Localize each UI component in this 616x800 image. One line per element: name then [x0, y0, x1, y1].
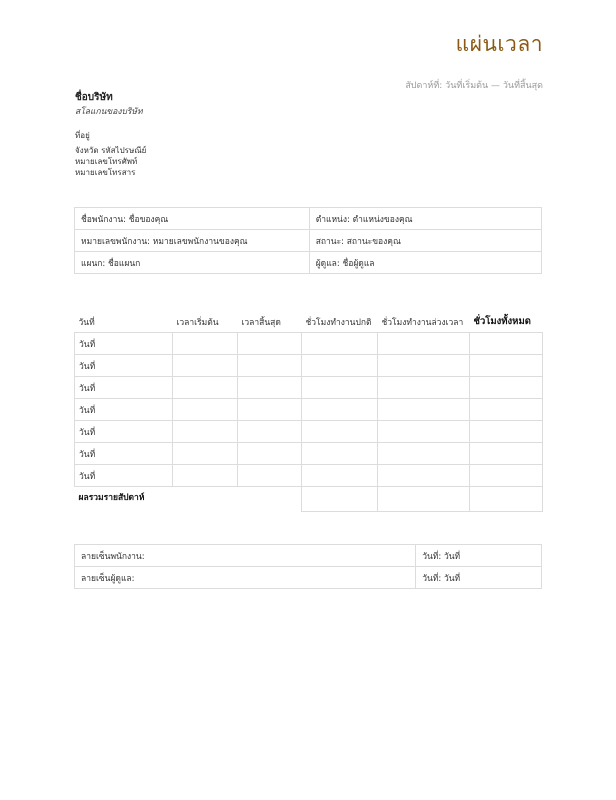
supervisor-signature-field[interactable]: ลายเซ็นผู้ดูแล:	[75, 567, 416, 589]
day-date-cell[interactable]: วันที่	[75, 421, 173, 443]
end-time-cell[interactable]	[238, 443, 302, 465]
fax-line: หมายเลขโทรสาร	[75, 168, 136, 177]
table-row	[75, 465, 543, 487]
start-time-cell[interactable]	[173, 399, 238, 421]
table-row	[75, 443, 543, 465]
total-hours-cell[interactable]	[470, 355, 543, 377]
table-row	[75, 333, 543, 355]
department-field[interactable]: แผนก: ชื่อแผนก	[75, 252, 310, 274]
regular-hours-cell[interactable]	[302, 399, 378, 421]
regular-hours-cell[interactable]	[302, 465, 378, 487]
supervisor-field[interactable]: ผู้ดูแล: ชื่อผู้ดูแล	[309, 252, 541, 274]
regular-hours-cell[interactable]	[302, 355, 378, 377]
start-time-cell[interactable]	[173, 355, 238, 377]
hours-header-row	[75, 311, 543, 333]
regular-hours-cell[interactable]	[302, 377, 378, 399]
signature-table	[74, 544, 542, 589]
total-hours-cell[interactable]	[470, 333, 543, 355]
start-time-cell[interactable]	[173, 377, 238, 399]
overtime-hours-cell[interactable]	[378, 333, 470, 355]
regular-hours-cell[interactable]	[302, 421, 378, 443]
table-row	[75, 208, 542, 230]
overtime-hours-total-cell[interactable]	[378, 487, 470, 512]
day-date-cell[interactable]: วันที่	[75, 333, 173, 355]
total-hours-total-cell[interactable]	[470, 487, 543, 512]
col-header-date: วันที่	[78, 317, 95, 328]
table-row	[75, 421, 543, 443]
hours-table	[74, 311, 543, 512]
table-row	[75, 230, 542, 252]
regular-hours-cell[interactable]	[302, 443, 378, 465]
overtime-hours-cell[interactable]	[378, 465, 470, 487]
overtime-hours-cell[interactable]	[378, 377, 470, 399]
end-time-cell[interactable]	[238, 465, 302, 487]
address-line: ที่อยู่	[75, 131, 90, 140]
day-date-cell[interactable]: วันที่	[75, 465, 173, 487]
phone-line: หมายเลขโทรศัพท์	[75, 157, 138, 166]
overtime-hours-cell[interactable]	[378, 421, 470, 443]
employee-id-field[interactable]: หมายเลขพนักงาน: หมายเลขพนักงานของคุณ	[75, 230, 310, 252]
total-hours-cell[interactable]	[470, 421, 543, 443]
regular-hours-cell[interactable]	[302, 333, 378, 355]
position-field[interactable]: ตำแหน่ง: ตำแหน่งของคุณ	[309, 208, 541, 230]
supervisor-signature-date-field[interactable]: วันที่: วันที่	[416, 567, 542, 589]
day-date-cell[interactable]: วันที่	[75, 399, 173, 421]
day-date-cell[interactable]: วันที่	[75, 377, 173, 399]
end-time-cell[interactable]	[238, 421, 302, 443]
status-field[interactable]: สถานะ: สถานะของคุณ	[309, 230, 541, 252]
start-time-cell[interactable]	[173, 465, 238, 487]
start-time-cell[interactable]	[173, 443, 238, 465]
start-time-cell[interactable]	[173, 421, 238, 443]
end-time-cell[interactable]	[238, 355, 302, 377]
regular-hours-total-cell[interactable]	[302, 487, 378, 512]
day-date-cell[interactable]: วันที่	[75, 355, 173, 377]
total-hours-cell[interactable]	[470, 465, 543, 487]
employee-name-field[interactable]: ชื่อพนักงาน: ชื่อของคุณ	[75, 208, 310, 230]
table-row	[75, 545, 542, 567]
company-address	[75, 130, 146, 178]
col-header-overtime-hours: ชั่วโมงทำงานล่วงเวลา	[381, 317, 464, 328]
total-hours-cell[interactable]	[470, 399, 543, 421]
table-row	[75, 567, 542, 589]
weekly-total-label: ผลรวมรายสัปดาห์	[78, 493, 145, 503]
overtime-hours-cell[interactable]	[378, 355, 470, 377]
table-row	[75, 399, 543, 421]
col-header-end-time: เวลาสิ้นสุด	[241, 317, 281, 328]
start-time-cell[interactable]	[173, 333, 238, 355]
week-range: สัปดาห์ที่: วันที่เริ่มต้น — วันที่สิ้นสุด	[405, 81, 543, 91]
end-time-cell[interactable]	[238, 399, 302, 421]
weekly-total-row	[75, 487, 543, 512]
total-hours-cell[interactable]	[470, 377, 543, 399]
table-row	[75, 377, 543, 399]
employee-signature-date-field[interactable]: วันที่: วันที่	[416, 545, 542, 567]
col-header-total-hours: ชั่วโมงทั้งหมด	[473, 316, 531, 327]
overtime-hours-cell[interactable]	[378, 443, 470, 465]
end-time-cell[interactable]	[238, 333, 302, 355]
col-header-regular-hours: ชั่วโมงทำงานปกติ	[305, 317, 372, 328]
province-line: จังหวัด รหัสไปรษณีย์	[75, 146, 147, 155]
table-row	[75, 252, 542, 274]
table-row	[75, 355, 543, 377]
overtime-hours-cell[interactable]	[378, 399, 470, 421]
company-name: ชื่อบริษัท	[75, 92, 113, 103]
total-hours-cell[interactable]	[470, 443, 543, 465]
employee-signature-field[interactable]: ลายเซ็นพนักงาน:	[75, 545, 416, 567]
col-header-start-time: เวลาเริ่มต้น	[176, 317, 219, 328]
employee-info-table	[74, 207, 542, 274]
document-title: แผ่นเวลา	[455, 32, 543, 56]
day-date-cell[interactable]: วันที่	[75, 443, 173, 465]
end-time-cell[interactable]	[238, 377, 302, 399]
company-slogan: สโลแกนของบริษัท	[75, 107, 143, 117]
